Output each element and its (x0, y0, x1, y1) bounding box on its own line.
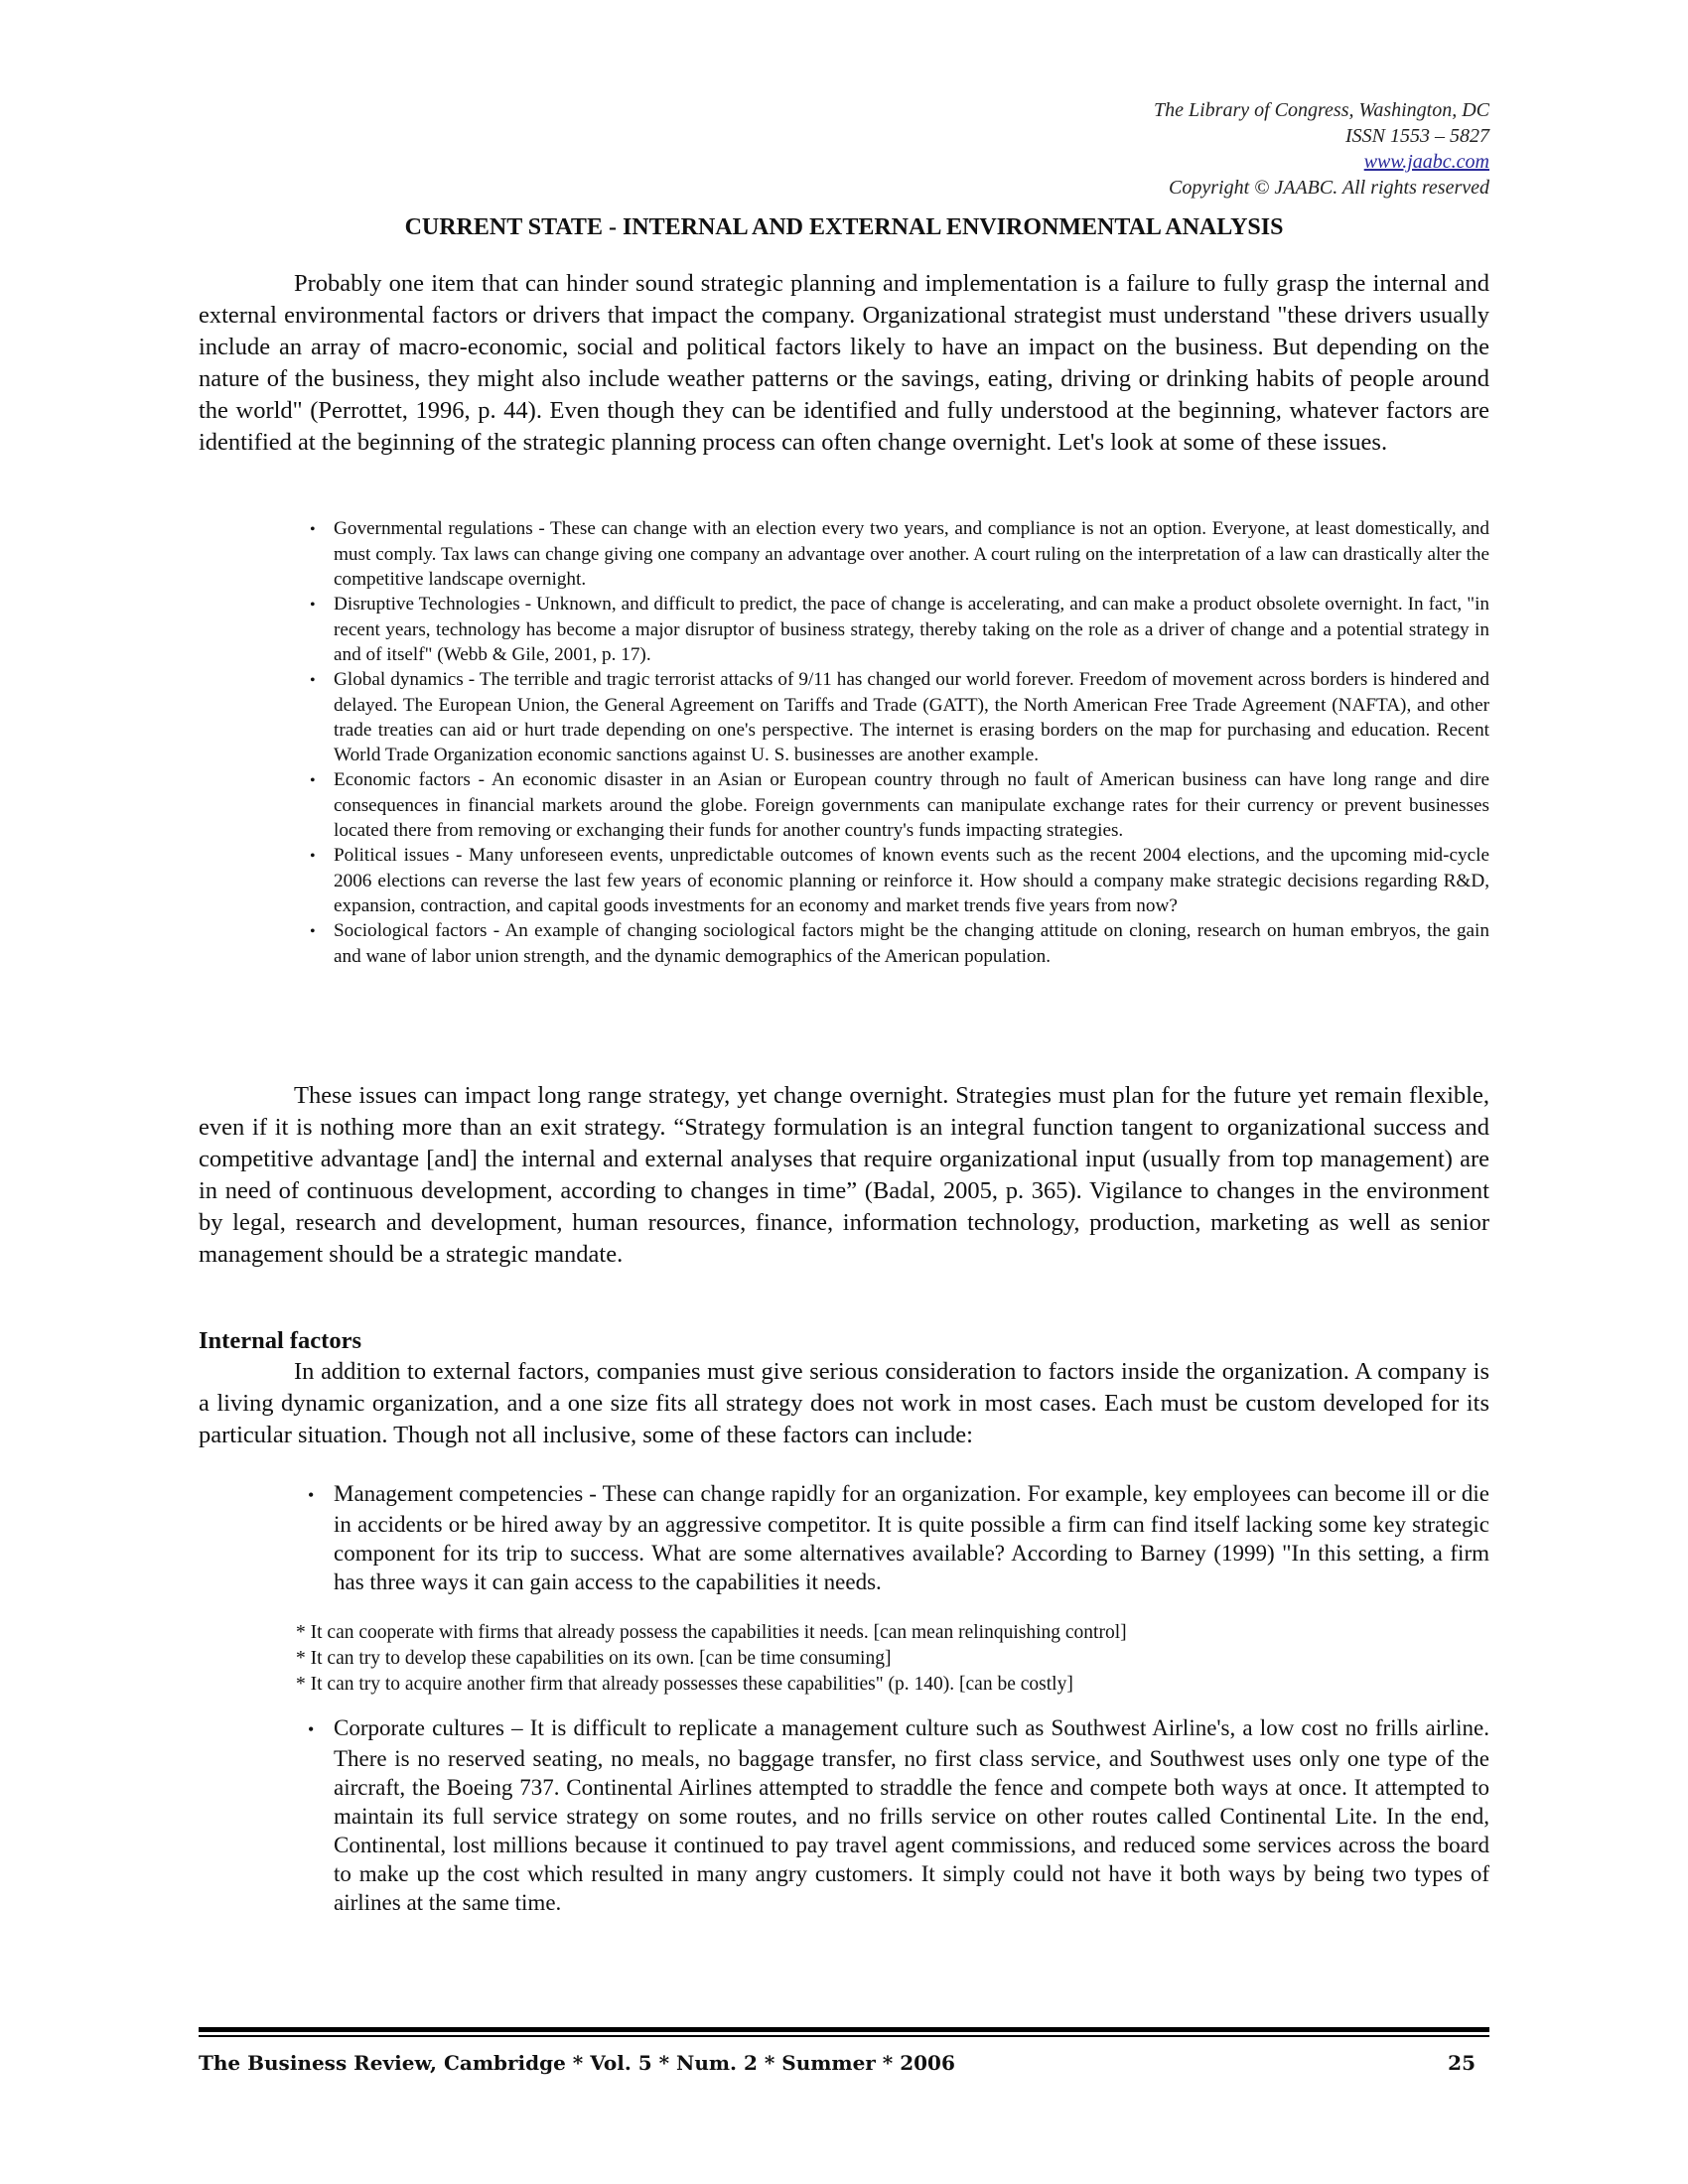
intro-paragraph: Probably one item that can hinder sound strategic planning and implementation is a failure to fully grasp the internal and external environmental factors or drivers that impact the company. Organizational strategist must understand "these drivers usually include an array of macro-economic, social and political factors likely to have an impact on the business. But depending on the nature of the business, they might also include weather patterns or the savings, eating, driving or drinking habits of people around the world" (Perrottet, 1996, p. 44). Even though they can be identified and fully understood at the beginning, whatever factors are identified at the beginning of the strategic planning process can often change overnight. Let's look at some of these issues. (199, 270, 1489, 456)
list-item-text: Corporate cultures – It is difficult to replicate a management culture such as Southwest Airline's, a low cost no frills airline. There is no reserved seating, no meals, no baggage transfer, no first class service, and Southwest uses only one type of the aircraft, the Boeing 737. Continental Airlines attempted to straddle the fence and compete both ways at once. It attempted to maintain its full service strategy on some routes, and no frills service on other routes called Continental Lite. In the end, Continental, lost millions because it continued to pay travel agent commissions, and reduced some services across the board to make up the cost which resulted in many angry customers. It simply could not have it both ways by being two types of airlines at the same time. (334, 1715, 1489, 1915)
list-item-text: Disruptive Technologies - Unknown, and difficult to predict, the pace of change is accelerating, and can make a product obsolete overnight. In fact, "in recent years, technology has become a major disruptor of business strategy, thereby taking on the role as a driver of change and a potential strategy in and of itself" (Webb & Gile, 2001, p. 17). (334, 594, 1489, 665)
header-copyright-line: Copyright © JAABC. All rights reserved (1169, 177, 1489, 199)
header-website-link[interactable]: www.jaabc.com (1363, 151, 1489, 173)
list-item (296, 667, 1489, 767)
bullet-icon: • (308, 1485, 315, 1505)
journal-page (199, 0, 1489, 2184)
list-item (296, 1713, 1489, 1917)
culture-list (296, 1713, 1489, 1917)
header-library-line: The Library of Congress, Washington, DC (1153, 99, 1489, 121)
bullet-icon: • (310, 923, 316, 940)
capability-options-list (296, 1620, 1489, 1698)
page-footer (199, 2049, 1489, 2077)
bullet-icon: • (310, 672, 316, 689)
footer-rule-thick (199, 2027, 1489, 2032)
list-item-text: Political issues - Many unforeseen events, unpredictable outcomes of known events such as the recent 2004 elections, and the upcoming mid-cycle 2006 elections can reverse the last few years of economic planning or reinforce it. How should a company make strategic decisions regarding R&D, expansion, contraction, and capital goods investments for an economy and market trends five years from now? (334, 845, 1489, 916)
list-item: * It can try to acquire another firm that already possesses these capabilities" (p. 140). [can be costly] (296, 1674, 1073, 1695)
footer-rule (199, 2027, 1489, 2037)
list-item (296, 843, 1489, 918)
bullet-icon: • (308, 1719, 315, 1739)
footer-journal-citation: The Business Review, Cambridge * Vol. 5 * Num. 2 * Summer * 2006 (199, 2051, 955, 2075)
list-item-text: Management competencies - These can change rapidly for an organization. For example, key employees can become ill or die in accidents or be hired away by an aggressive competitor. It is quite possible a firm can find itself lacking some key strategic component for its trip to success. What are some alternatives available? According to Barney (1999) "In this setting, a firm has three ways it can gain access to the capabilities it needs. (334, 1481, 1489, 1594)
external-factors-list (296, 516, 1489, 969)
list-item (296, 516, 1489, 592)
page-number: 25 (1448, 2051, 1476, 2075)
list-item-text: Sociological factors - An example of changing sociological factors might be the changing attitude on cloning, research on human embryos, the gain and wane of labor union strength, and the dynamic demographics of the American population. (334, 920, 1489, 967)
bullet-icon: • (310, 848, 316, 865)
bullet-icon: • (310, 521, 316, 538)
bullet-icon: • (310, 597, 316, 614)
list-item-text: Governmental regulations - These can change with an election every two years, and compliance is not an option. Everyone, at least domestically, and must comply. Tax laws can change giving one company an advantage over another. A court ruling on the interpretation of a law can drastically alter the competitive landscape overnight. (334, 518, 1489, 590)
management-list (296, 1479, 1489, 1596)
page-header (1154, 97, 1489, 201)
list-item (296, 1479, 1489, 1596)
list-item (296, 918, 1489, 969)
list-item: * It can try to develop these capabilities on its own. [can be time consuming] (296, 1648, 892, 1669)
footer-rule-thin (199, 2035, 1489, 2037)
internal-factors-heading: Internal factors (199, 1327, 361, 1354)
list-item-text: Economic factors - An economic disaster in an Asian or European country through no fault of American business can have long range and dire consequences in financial markets around the globe. Foreign governments can manipulate exchange rates for their currency or prevent businesses located there from removing or exchanging their funds for another country's funds impacting strategies. (334, 769, 1489, 841)
bullet-icon: • (310, 772, 316, 789)
header-issn-line: ISSN 1553 – 5827 (1345, 125, 1489, 147)
list-item (296, 592, 1489, 667)
list-item (296, 767, 1489, 843)
issues-paragraph: These issues can impact long range strategy, yet change overnight. Strategies must plan for the future yet remain flexible, even if it is nothing more than an exit strategy. “Strategy formulation is an integral function tangent to organizational success and competitive advantage [and] the internal and external analyses that require organizational input (usually from top management) are in need of continuous development, according to changes in time” (Badal, 2005, p. 365). Vigilance to changes in the environment by legal, research and development, human resources, finance, information technology, production, marketing as well as senior management should be a strategic mandate. (199, 1082, 1489, 1268)
list-item-text: Global dynamics - The terrible and tragic terrorist attacks of 9/11 has changed our world forever. Freedom of movement across borders is hindered and delayed. The European Union, the General Agreement on Tariffs and Trade (GATT), the North American Free Trade Agreement (NAFTA), and other trade treaties can aid or hurt trade depending on one's perspective. The internet is erasing borders on the map for purchasing and education. Recent World Trade Organization economic sanctions against U. S. businesses are another example. (334, 669, 1489, 765)
internal-paragraph: In addition to external factors, companies must give serious consideration to factors inside the organization. A company is a living dynamic organization, and a one size fits all strategy does not work in most cases. Each must be custom developed for its particular situation. Though not all inclusive, some of these factors can include: (199, 1358, 1489, 1448)
list-item: * It can cooperate with firms that already possess the capabilities it needs. [can mean relinquishing control] (296, 1622, 1127, 1643)
section-title: CURRENT STATE - INTERNAL AND EXTERNAL ENVIRONMENTAL ANALYSIS (404, 214, 1284, 240)
